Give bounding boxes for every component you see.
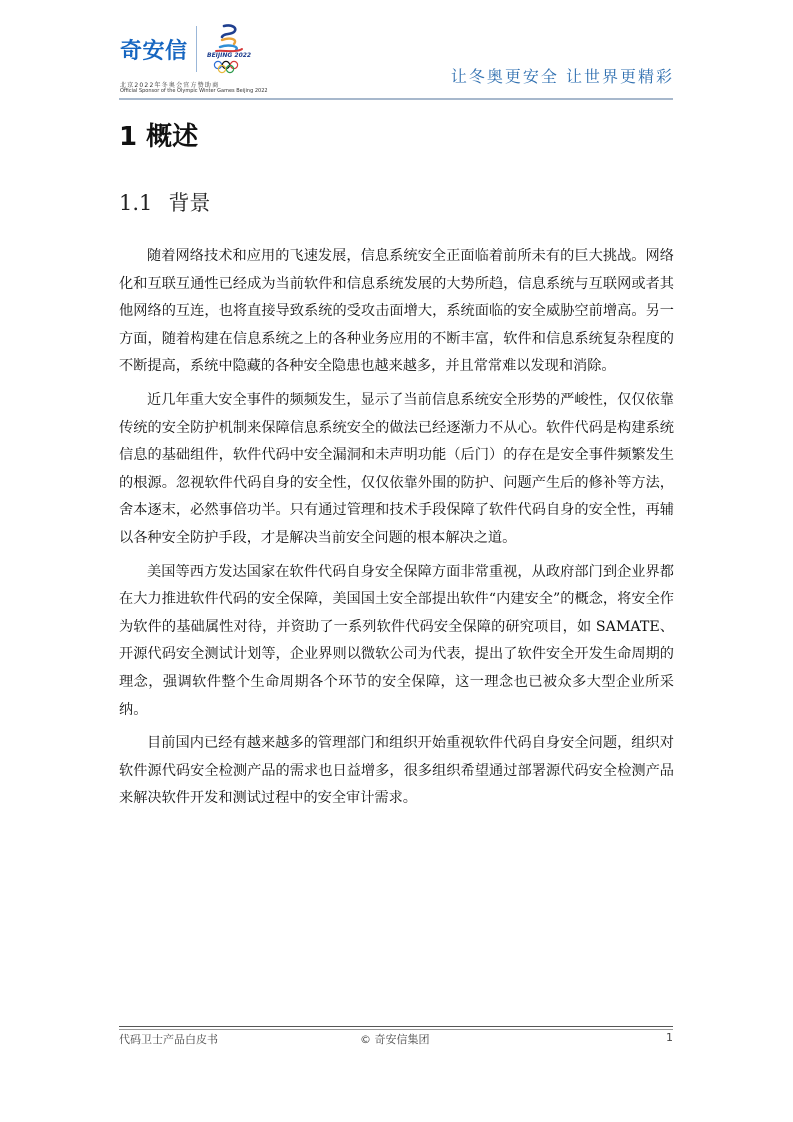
footer-document-title: 代码卫士产品白皮书 [119,1033,218,1046]
paragraph: 美国等西方发达国家在软件代码自身安全保障方面非常重视，从政府部门到企业界都在大力推进软件代码的安全保障，美国国土安全部提出软件“内建安全”的概念，将安全作为软件的基础属性对待，并资助了一系列软件代码安全保障的研究项目，如 SAMATE、开源代码安全测试计划等，企业界则以微软公司为代表，提出了软件安全开发生命周期的理念，强调软件整个生命周期各个环节的安全保障，这一理念也已被众多大型企业所采纳。 [119,563,674,718]
logo-divider [196,26,197,72]
sponsor-line-en: Official Sponsor of the Olympic Winter Games Beijing 2022 [120,88,268,94]
page-header [0,0,793,104]
section-number: 1.1 [119,191,153,215]
paragraph: 近几年重大安全事件的频频发生，显示了当前信息系统安全形势的严峻性，仅仅依靠传统的安全防护机制来保障信息系统安全的做法已经逐渐力不从心。软件代码是构建系统信息的基础组件，软件代码中安全漏洞和未声明功能（后门）的存在是安全事件频繁发生的根源。忽视软件代码自身的安全性，仅仅依靠外围的防护、问题产生后的修补等方法，舍本逐末，必然事倍功半。只有通过管理和技术手段保障了软件代码自身的安全性，再辅以各种安全防护手段，才是解决当前安全问题的根本解决之道。 [119,391,674,546]
beijing-2022-emblem-icon [202,20,258,76]
footer-divider [119,1026,673,1027]
header-divider [119,98,673,100]
paragraph: 随着网络技术和应用的飞速发展，信息系统安全正面临着前所未有的巨大挑战。网络化和互联互通性已经成为当前软件和信息系统发展的大势所趋，信息系统与互联网或者其他网络的互连，也将直接导致系统的受攻击面增大，系统面临的安全威胁空前增高。另一方面，随着构建在信息系统之上的各种业务应用的不断丰富，软件和信息系统复杂程度的不断提高，系统中隐藏的各种安全隐患也越来越多，并且常常难以发现和消除。 [119,248,674,375]
page-number: 1 [666,1031,673,1044]
header-slogan: 让冬奥更安全 让世界更精彩 [450,67,674,86]
section-title: 背景 [168,191,211,215]
brand-logo: 奇安信 [120,39,188,64]
paragraph: 目前国内已经有越来越多的管理部门和组织开始重视软件代码自身安全问题，组织对软件源代码安全检测产品的需求也日益增多，很多组织希望通过部署源代码安全检测产品来解决软件开发和测试过程中的安全审计需求。 [119,735,674,807]
chapter-heading: 1 概述 [119,122,199,152]
body-text [119,243,674,819]
beijing-2022-text: BEIJING 2022 [207,52,252,59]
sponsor-line-cn: 北京2022年冬奥会官方赞助商 [120,82,220,89]
footer-copyright: © 奇安信集团 [360,1033,430,1046]
section-heading [119,187,210,217]
footer-divider-secondary [119,1029,673,1030]
